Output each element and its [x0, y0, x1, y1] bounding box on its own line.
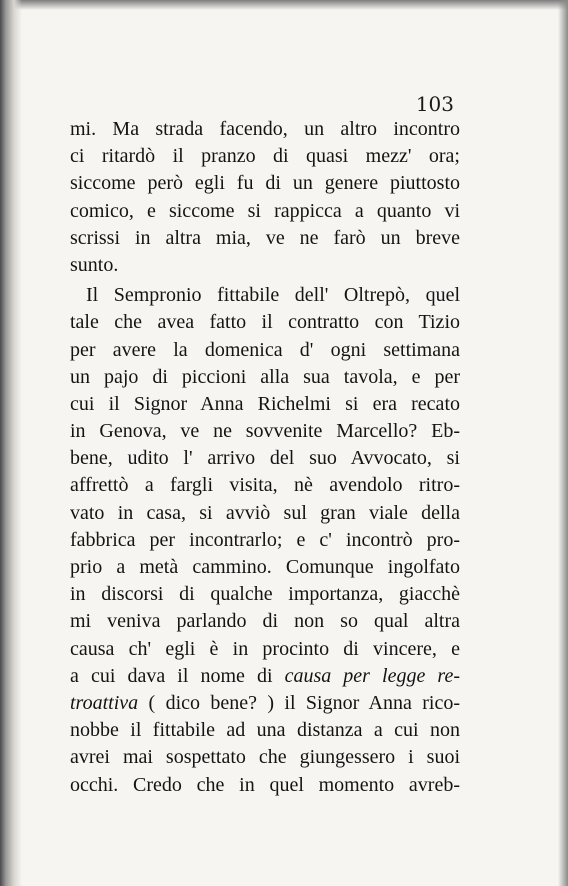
text-line: in discorsi di qualche importanza, giacchè	[70, 583, 460, 606]
page-right-shadow	[558, 0, 568, 886]
text-line: per avere la domenica d' ogni settimana	[70, 338, 460, 361]
text-line: fabbrica per incontrarlo; e c' incontrò pro-	[70, 528, 460, 551]
text-line: affrettò a fargli visita, nè avendolo ritro-	[70, 474, 460, 497]
text-line: ci ritardò il pranzo di quasi mezz' ora;	[70, 145, 460, 168]
text-line: scrissi in altra mia, ve ne farò un breve	[70, 226, 460, 249]
text-segment: ( dico bene? ) il Signor Anna rico-	[138, 691, 460, 714]
text-line: in Genova, ve ne sovvenite Marcello? Eb-	[70, 420, 460, 443]
text-line: prio a metà cammino. Comunque ingolfato	[70, 556, 460, 578]
page-number: 103	[415, 92, 454, 116]
page-binding-shadow	[0, 0, 22, 886]
text-line	[70, 663, 460, 690]
text-line: cui il Signor Anna Richelmi si era recato	[70, 392, 460, 415]
italic-text: troattiva	[70, 691, 139, 714]
text-line: vato in casa, si avviò sul gran viale della	[70, 501, 460, 524]
text-line: avrei mai sospettato che giungessero i suoi	[70, 746, 460, 769]
text-line: un pajo di piccioni alla sua tavola, e per	[70, 365, 460, 388]
text-line: bene, udito l' arrivo del suo Avvocato, si	[70, 447, 460, 470]
text-line: sunto.	[70, 253, 119, 276]
page-text	[70, 116, 460, 799]
text-line: tale che avea fatto il contratto con Tizio	[70, 311, 460, 334]
text-line: comico, e siccome si rappicca a quanto vi	[70, 199, 460, 222]
text-line: Il Sempronio fittabile dell' Oltrepò, quel	[86, 284, 460, 307]
text-line: mi veniva parlando di non so qual altra	[70, 610, 460, 633]
page-top-shadow	[0, 0, 568, 10]
text-segment: a cui dava il nome di	[70, 664, 285, 687]
text-line: nobbe il fittabile ad una distanza a cui non	[70, 719, 460, 742]
text-line: causa ch' egli è in procinto di vincere, e	[70, 637, 460, 660]
text-line: mi. Ma strada facendo, un altro incontro	[70, 118, 460, 140]
text-line	[70, 690, 460, 717]
text-line: occhi. Credo che in quel momento avreb-	[70, 773, 460, 796]
text-line: siccome però egli fu di un genere piuttosto	[70, 172, 460, 195]
italic-text: causa per legge re-	[284, 664, 460, 687]
